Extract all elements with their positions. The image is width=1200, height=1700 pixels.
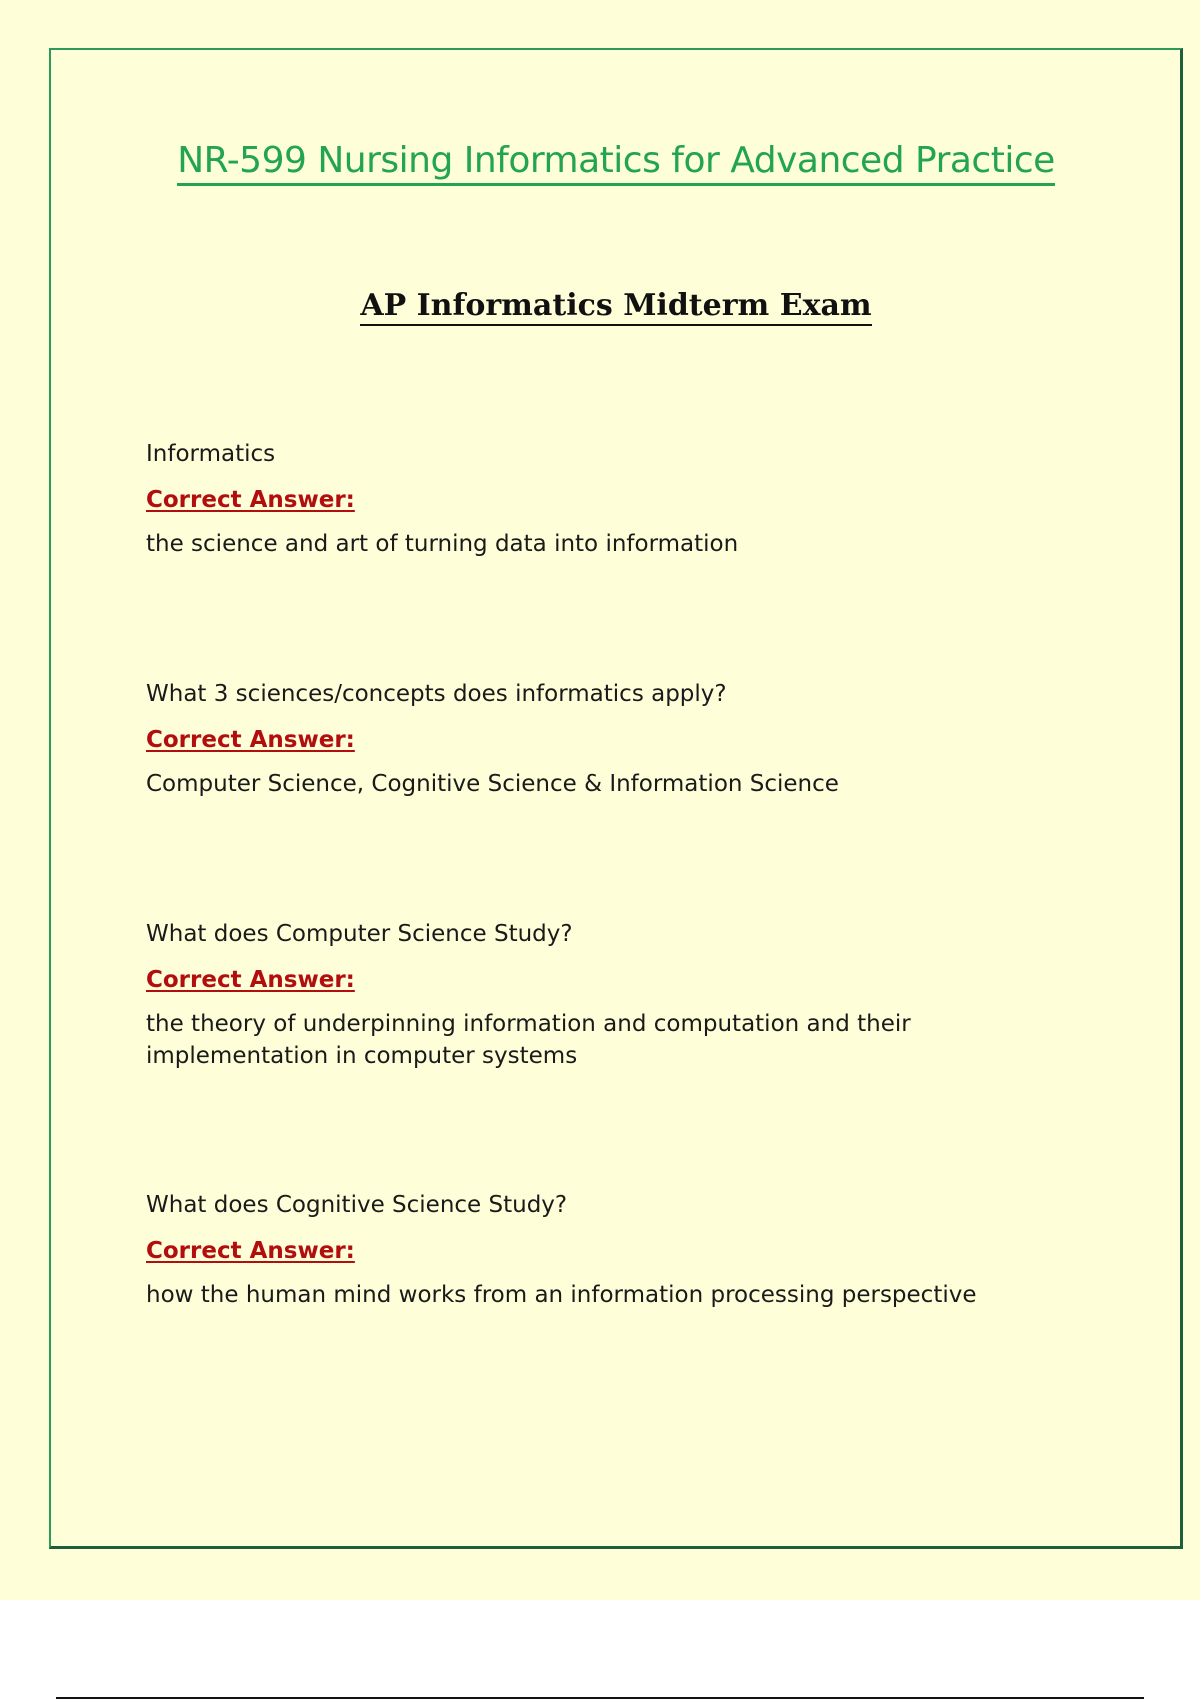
question-text: What does Cognitive Science Study? bbox=[146, 1192, 568, 1218]
answer-text: the science and art of turning data into information bbox=[146, 531, 739, 557]
correct-answer-label: Correct Answer: bbox=[146, 487, 355, 513]
qa-item-informatics bbox=[146, 438, 1046, 560]
exam-title bbox=[0, 288, 1200, 323]
answer-text: the theory of underpinning information and computation and their implementation in computer systems bbox=[146, 1011, 911, 1069]
page-bottom-rule bbox=[56, 1697, 1144, 1699]
answer-text: how the human mind works from an information processing perspective bbox=[146, 1282, 977, 1308]
question-text: What does Computer Science Study? bbox=[146, 921, 573, 947]
question-text: What 3 sciences/concepts does informatics apply? bbox=[146, 681, 727, 707]
correct-answer-label: Correct Answer: bbox=[146, 1238, 355, 1264]
qa-item-computer-science bbox=[146, 918, 1046, 1072]
correct-answer-label: Correct Answer: bbox=[146, 727, 355, 753]
course-title bbox=[0, 140, 1200, 181]
qa-item-cognitive-science bbox=[146, 1189, 1046, 1311]
correct-answer-label: Correct Answer: bbox=[146, 967, 355, 993]
question-text: Informatics bbox=[146, 441, 276, 467]
course-title-text: NR-599 Nursing Informatics for Advanced Practice bbox=[177, 140, 1055, 186]
exam-title-text: AP Informatics Midterm Exam bbox=[360, 288, 871, 326]
answer-text: Computer Science, Cognitive Science & Information Science bbox=[146, 771, 839, 797]
qa-item-sciences bbox=[146, 678, 1046, 800]
